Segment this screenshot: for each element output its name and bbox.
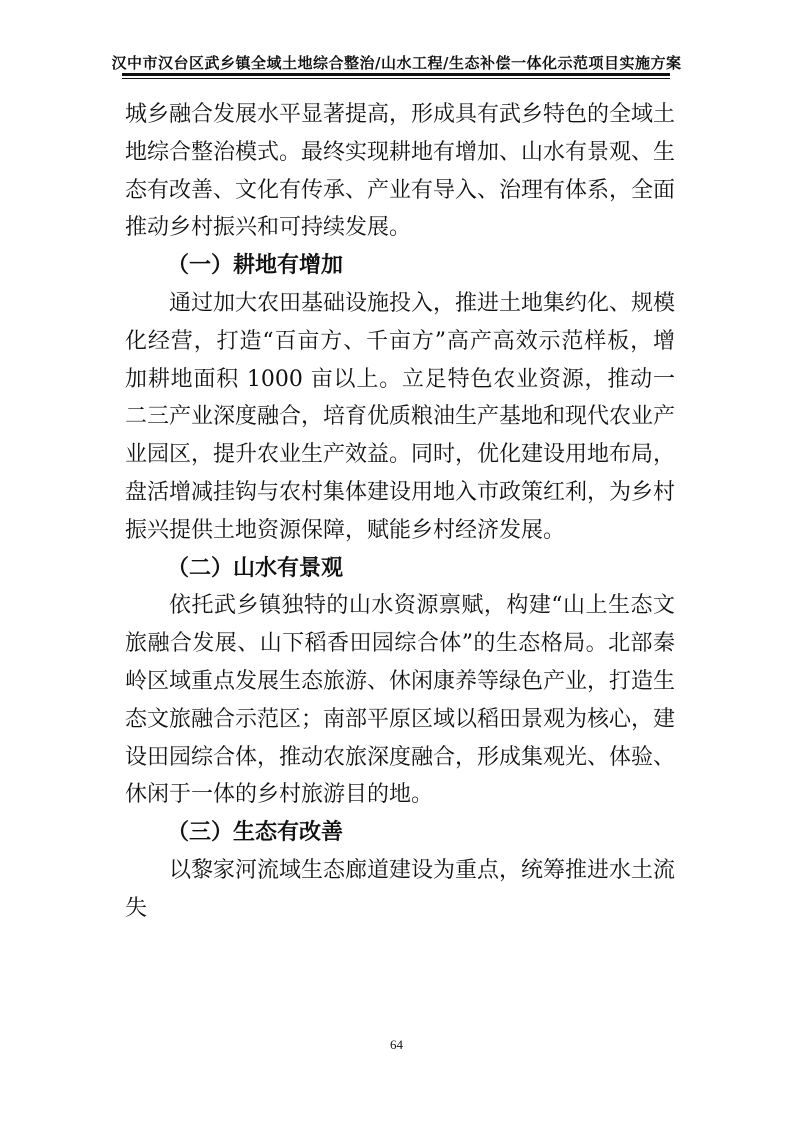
section-heading-farmland: （一）耕地有增加 (167, 253, 344, 279)
running-header: 汉中市汉台区武乡镇全域土地综合整治/山水工程/生态补偿一体化示范项目实施方案 (111, 54, 682, 72)
section-heading-landscape: （二）山水有景观 (167, 555, 344, 581)
header-rule-thin (122, 78, 670, 79)
section-paragraph-ecology: 以黎家河流域生态廊道建设为重点，统筹推进水土流失 (125, 857, 676, 921)
document-body (125, 96, 675, 928)
section-heading-ecology: （三）生态有改善 (167, 820, 344, 846)
header-rule-thick (122, 73, 670, 76)
page-number: 64 (390, 1037, 403, 1052)
section-paragraph-farmland: 通过加大农田基础设施投入，推进土地集约化、规模化经营，打造“百亩方、千亩方”高产高效示范样板，增加耕地面积 1000 亩以上。立足特色农业资源，推动一二三产业深度融合，培育优质粮油生产基地和现代农业产业园区，提升农业生产效益。同时，优化建设用地布局，盘活增减挂钩与农村集体建设用地入市政策红利，为乡村振兴提供土地资源保障，赋能乡村经济发展。 (125, 290, 676, 543)
intro-paragraph: 城乡融合发展水平显著提高，形成具有武乡特色的全域土地综合整治模式。最终实现耕地有增加、山水有景观、生态有改善、文化有传承、产业有导入、治理有体系，全面推动乡村振兴和可持续发展。 (125, 102, 676, 241)
section-paragraph-landscape: 依托武乡镇独特的山水资源禀赋，构建“山上生态文旅融合发展、山下稻香田园综合体”的生态格局。北部秦岭区域重点发展生态旅游、休闲康养等绿色产业，打造生态文旅融合示范区；南部平原区域以稻田景观为核心，建设田园综合体，推动农旅深度融合，形成集观光、体验、休闲于一体的乡村旅游目的地。 (125, 593, 676, 808)
